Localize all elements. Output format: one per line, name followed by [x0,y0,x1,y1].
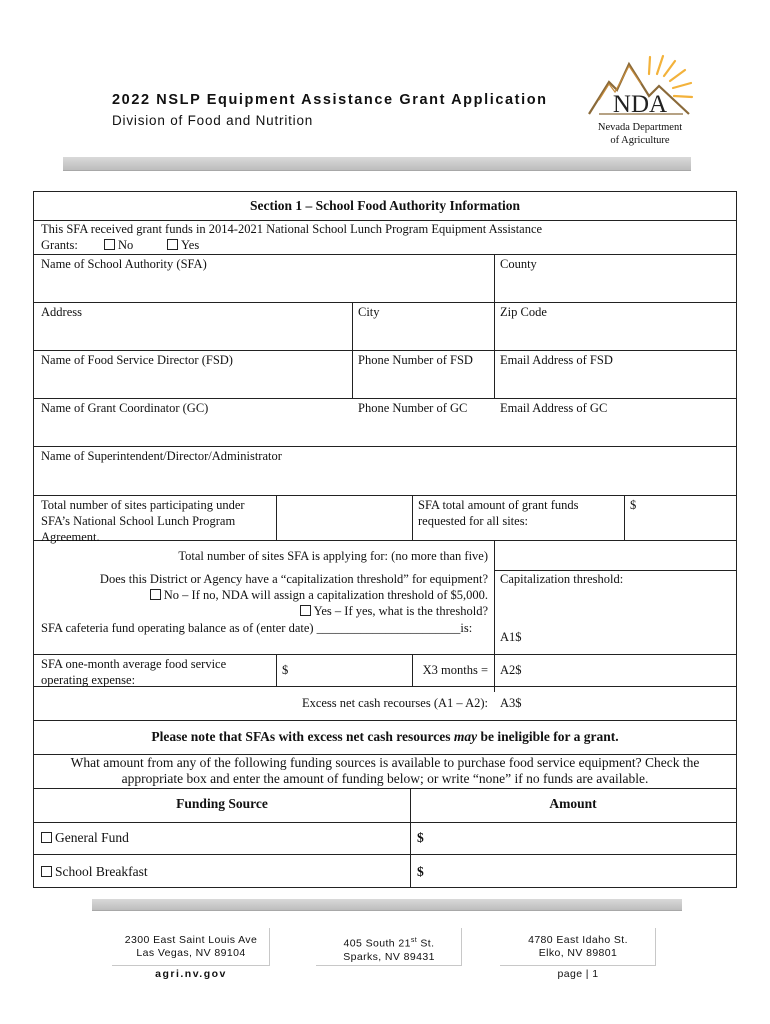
checkbox-icon [300,605,311,616]
sites-applying-input[interactable] [500,548,730,566]
school-breakfast-checkbox[interactable]: School Breakfast [41,864,148,880]
eligibility-notice: Please note that SFAs with excess net cash resources may be ineligible for a grant. [151,729,619,744]
office-las-vegas: 2300 East Saint Louis Ave Las Vegas, NV 89104 [124,934,258,959]
fsd-email-field[interactable]: Email Address of FSD [500,353,613,367]
footer-divider [92,899,682,911]
grant-amount-label: SFA total amount of grant funds requested for all sites: [418,498,579,528]
prior-grant-question: This SFA received grant funds in 2014-2021 National School Lunch Program Equipment Assistance [41,222,543,236]
county-field[interactable]: County [500,257,537,271]
cap-threshold-field[interactable]: Capitalization threshold: [500,572,624,586]
zip-field[interactable]: Zip Code [500,305,547,319]
funding-question: What amount from any of the following funding sources is available to purchase food service equipment? Check the appropriate box and enter the amount of funding below; or write “none” if no funds are available. [70,755,700,786]
funding-source-header: Funding Source [176,796,268,811]
avg-expense-label: SFA one-month average food service operating expense: [41,657,227,687]
header-divider [63,157,691,171]
general-fund-amount[interactable]: $ [417,830,424,845]
gc-name-field[interactable]: Name of Grant Coordinator (GC) [41,401,209,415]
superintendent-field[interactable]: Name of Superintendent/Director/Administrator [41,449,282,463]
logo-text: NDA [612,91,668,118]
cap-yes-checkbox[interactable]: Yes – If yes, what is the threshold? [300,603,488,619]
gc-phone-field[interactable]: Phone Number of GC [358,401,468,415]
fsd-phone-field[interactable]: Phone Number of FSD [358,353,473,367]
logo-caption: Nevada Department of Agriculture [597,122,683,146]
amount-header: Amount [549,796,597,811]
document-title: 2022 NSLP Equipment Assistance Grant Application [112,92,548,108]
city-field[interactable]: City [358,305,380,319]
avg-expense-input[interactable]: $ [282,663,289,677]
school-breakfast-amount[interactable]: $ [417,864,424,879]
fund-balance-label: SFA cafeteria fund operating balance as of (enter date) _______________________is: [41,621,473,635]
a3-field[interactable]: A3$ [500,696,522,710]
x3-months-label: X3 months = [422,663,488,677]
cap-no-checkbox[interactable]: No – If no, NDA will assign a capitalization threshold of $5,000. [150,587,488,603]
grant-amount-input[interactable]: $ [630,498,637,512]
page-number: page | 1 [557,968,599,980]
a2-field[interactable]: A2$ [500,663,522,677]
grants-label: Grants: [41,238,78,252]
office-elko: 4780 East Idaho St. Elko, NV 89801 [528,934,628,959]
checkbox-icon [41,832,52,843]
section-1-form [33,191,737,888]
address-field[interactable]: Address [41,305,82,319]
grants-yes-checkbox[interactable]: Yes [167,237,199,253]
fsd-name-field[interactable]: Name of Food Service Director (FSD) [41,353,233,367]
checkbox-icon [167,239,178,250]
document-subtitle: Division of Food and Nutrition [112,113,314,128]
sites-participating-label: Total number of sites participating under SFA’s National School Lunch Program Agreement. [41,498,245,544]
checkbox-icon [104,239,115,250]
gc-email-field[interactable]: Email Address of GC [500,401,608,415]
excess-cash-label: Excess net cash recourses (A1 – A2): [301,696,488,710]
section-title: Section 1 – School Food Authority Information [249,198,520,213]
checkbox-icon [150,589,161,600]
grants-no-checkbox[interactable]: No [104,237,133,253]
general-fund-checkbox[interactable]: General Fund [41,830,129,846]
cap-threshold-question: Does this District or Agency have a “capitalization threshold” for equipment? [99,572,488,586]
sites-applying-label: Total number of sites SFA is applying for: (no more than five) [178,549,488,563]
office-sparks: 405 South 21st St. Sparks, NV 89431 [343,937,435,963]
a1-field[interactable]: A1$ [500,630,522,644]
checkbox-icon [41,866,52,877]
sites-participating-input[interactable] [282,497,410,537]
school-authority-field[interactable]: Name of School Authority (SFA) [41,257,207,271]
website-link[interactable]: agri.nv.gov [155,968,227,980]
